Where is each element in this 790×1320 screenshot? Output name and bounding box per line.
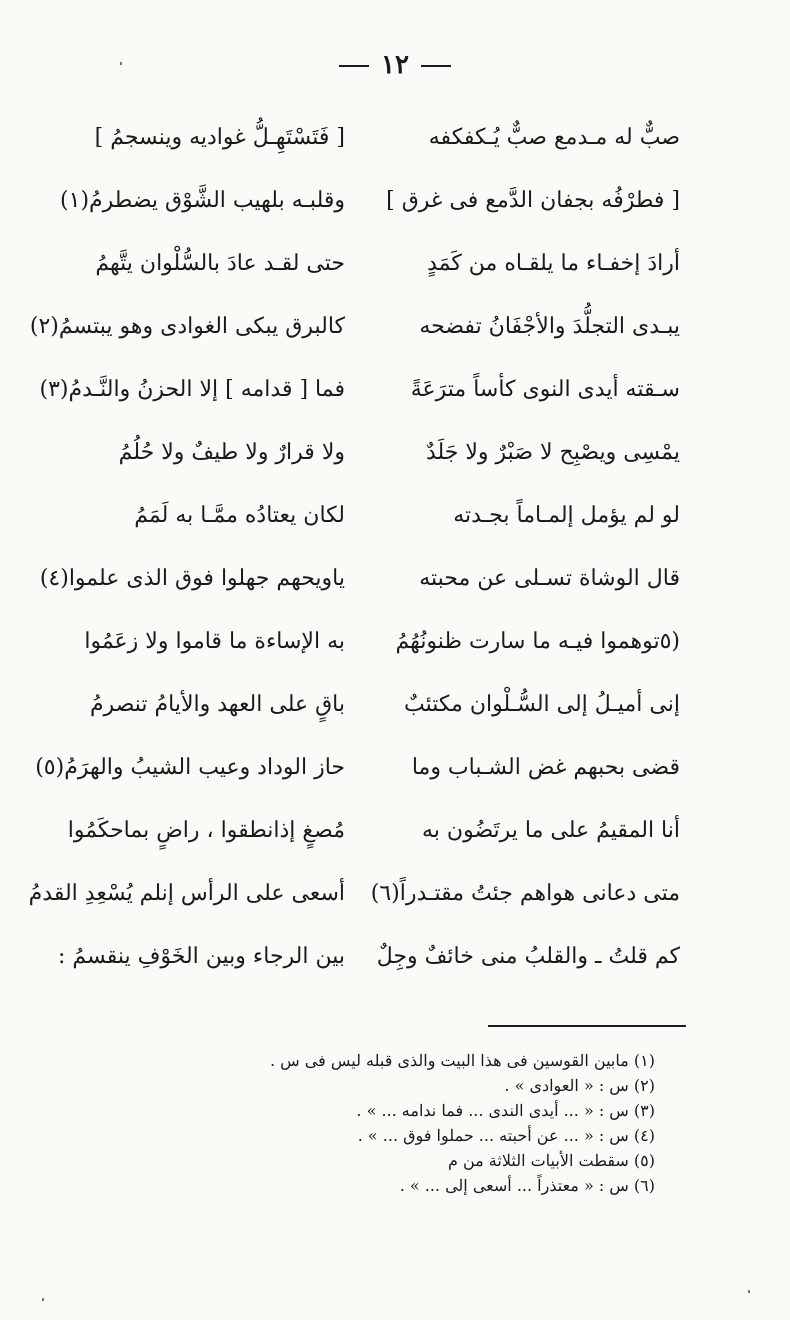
verse	[0, 927, 790, 990]
first-hemistich: متى دعانى هواهم جئتُ مقتـدراً(٦)	[370, 881, 680, 906]
footnote-separator	[488, 1025, 686, 1027]
verse	[0, 171, 790, 234]
second-hemistich: أسعى على الرأس إنلم يُسْعِدِ القدمُ	[28, 881, 345, 906]
verse	[0, 486, 790, 549]
first-hemistich: قال الوشاة تسـلى عن محبته	[419, 566, 680, 591]
second-hemistich: حتى لقـد عادَ بالسُّلْوان يتَّهمُ	[95, 251, 345, 276]
verse	[0, 360, 790, 423]
first-hemistich: قضى بحبهم غض الشـباب وما	[411, 755, 680, 780]
first-hemistich: سـقته أيدى النوى كأساً مترَعَةً	[410, 377, 680, 402]
first-hemistich: إنى أميـلُ إلى السُّـلْوان مكتئبٌ	[404, 692, 680, 717]
second-hemistich: [ فَتَسْتَهِـلُّ غواديه وينسجمُ ]	[94, 125, 345, 150]
scan-speck	[42, 1298, 44, 1301]
first-hemistich: صبٌّ له مـدمع صبٌّ يُـكفكفه	[428, 125, 680, 150]
second-hemistich: فما [ قدامه ] إلا الحزنُ والنَّـدمُ(٣)	[39, 377, 345, 402]
first-hemistich: كم قلتُ ـ والقلبُ منى خائفٌ وجِلٌ	[376, 944, 680, 969]
first-hemistich: (٥توهموا فيـه ما سارت ظنونُهُمُ	[395, 629, 680, 654]
footnote: (٣) س : « ... أيدى الندى ... فما ندامه ... » .	[356, 1101, 655, 1120]
first-hemistich: أنا المقيمُ على ما يرتَضُون به	[422, 818, 680, 843]
scan-speck	[748, 1290, 750, 1293]
second-hemistich: بين الرجاء وبين الخَوْفِ ينقسمُ :	[58, 944, 345, 969]
verse	[0, 675, 790, 738]
verse	[0, 549, 790, 612]
verse	[0, 738, 790, 801]
second-hemistich: به الإساءة ما قاموا ولا زعَمُوا	[84, 629, 345, 654]
verse	[0, 612, 790, 675]
footnote: (٥) سقطت الأبيات الثلاثة من م	[447, 1151, 655, 1170]
second-hemistich: ولا قرارٌ ولا طيفٌ ولا حُلُمُ	[118, 440, 345, 465]
verse	[0, 864, 790, 927]
header-dash-left	[339, 65, 369, 67]
second-hemistich: باقٍ على العهد والأيامُ تنصرمُ	[89, 692, 345, 717]
first-hemistich: لو لم يؤمل إلمـاماً بجـدته	[453, 503, 680, 528]
page-number-header	[0, 50, 790, 80]
second-hemistich: وقلبـه بلهيب الشَّوْق يضطرمُ(١)	[60, 188, 345, 213]
footnotes	[115, 1048, 655, 1198]
footnote: (٤) س : « ... عن أحبته ... حملوا فوق ... » .	[357, 1126, 655, 1145]
footnote: (١) مابين القوسين فى هذا البيت والذى قبله ليس فى س .	[269, 1051, 655, 1070]
second-hemistich: حاز الوداد وعيب الشيبُ والهرَمُ(٥)	[35, 755, 345, 780]
verse	[0, 234, 790, 297]
first-hemistich: يمْسِى ويصْبِح لا صَبْرٌ ولا جَلَدٌ	[425, 440, 680, 465]
second-hemistich: كالبرق يبكى الغوادى وهو يبتسمُ(٢)	[29, 314, 345, 339]
first-hemistich: يبـدى التجلُّدَ والأجْفَانُ تفضحه	[419, 314, 680, 339]
first-hemistich: [ فطرْفُه بجفان الدَّمع فى غرق ]	[386, 188, 680, 213]
footnote: (٦) س : « معتذراً ... أسعى إلى ... » .	[399, 1176, 655, 1195]
poem	[0, 108, 790, 990]
footnote: (٢) س : « العوادى » .	[504, 1076, 655, 1095]
second-hemistich: ياويحهم جهلوا فوق الذى علموا(٤)	[39, 566, 345, 591]
second-hemistich: مُصغٍ إذانطقوا ، راضٍ بماحكَمُوا	[67, 818, 345, 843]
scan-speck	[120, 62, 122, 65]
first-hemistich: أرادَ إخفـاء ما يلقـاه من كَمَدٍ	[427, 251, 680, 276]
verse	[0, 423, 790, 486]
verse	[0, 108, 790, 171]
verse	[0, 297, 790, 360]
page-number: ١٢	[381, 50, 409, 80]
second-hemistich: لكان يعتادُه ممَّـا به لَمَمُ	[134, 503, 345, 528]
verse	[0, 801, 790, 864]
header-dash-right	[421, 65, 451, 67]
